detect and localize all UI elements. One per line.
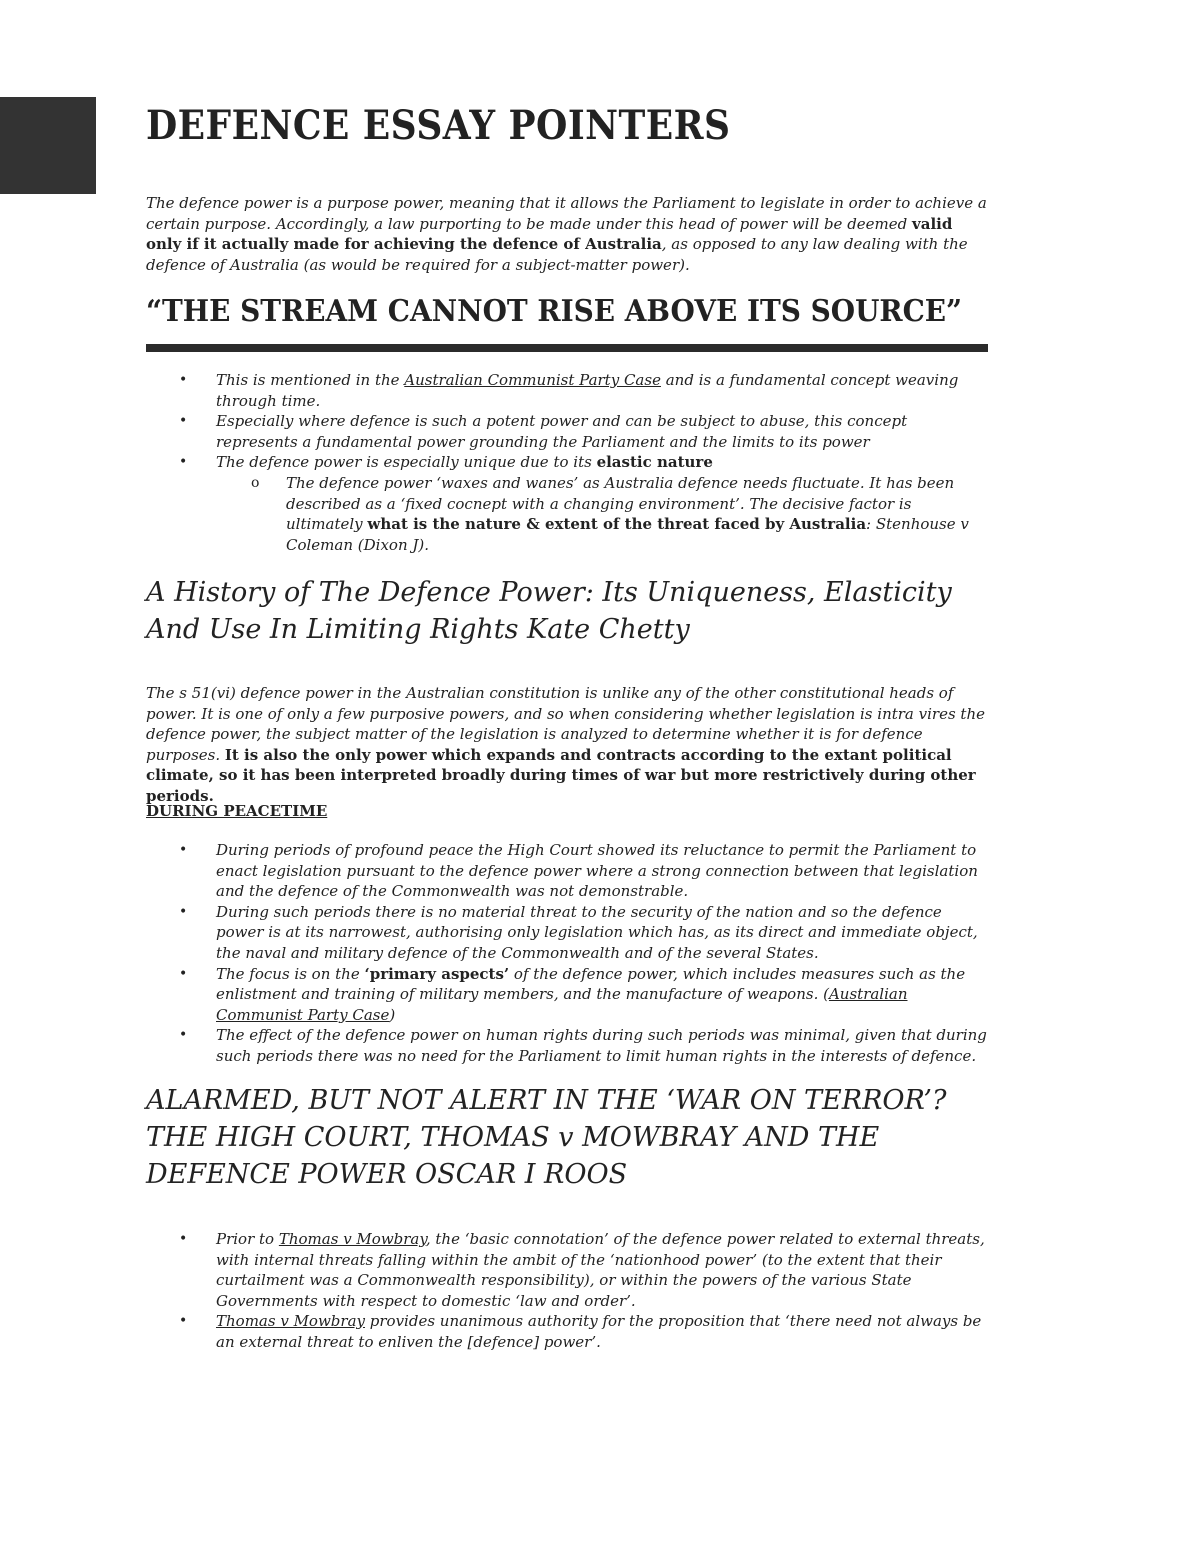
list-item — [146, 902, 988, 964]
list-item — [146, 411, 988, 452]
corner-decoration-block — [0, 97, 96, 194]
case-link: Australian Communist Party Case — [216, 985, 908, 1024]
intro-text: The defence power is a purpose power, meaning that it allows the Parliament to legislate in order to achieve a certain purpose. Accordingly, a law purporting to be made under this head of power will be deemed — [146, 194, 987, 233]
intro-paragraph — [146, 193, 988, 275]
bullet-icon: • — [179, 965, 188, 982]
bullet-icon: • — [179, 1313, 188, 1330]
list-bold: elastic nature — [596, 453, 713, 472]
list-item — [146, 1311, 988, 1352]
list-bold: what is the nature & extent of the threat faced by Australia — [367, 515, 867, 534]
list-item — [146, 840, 988, 902]
list-text: The effect of the defence power on human rights during such periods was minimal, given that during such periods there was no need for the Parliament to limit human rights in the interests of defence. — [216, 1026, 987, 1065]
paragraph-bold: It is also the only power which expands and contracts according to the extant political climate, so it has been interpreted broadly during times of war but more restrictively during other periods. — [146, 745, 976, 805]
peacetime-bullet-list — [146, 840, 988, 1067]
bullet-icon: • — [179, 842, 188, 858]
list-text: The defence power ‘waxes and wanes’ as Australia defence needs fluctuate. It has been described as a ‘fixed cocnept with a changing environment’. The decisive factor is ultimately — [286, 473, 955, 534]
list-text: of the defence power, which includes measures such as the enlistment and training of military members, and the manufacture of weapons. ( — [216, 964, 966, 1004]
body-paragraph — [146, 683, 988, 807]
list-text: The defence power is especially unique due to its — [216, 453, 597, 472]
history-heading: A History of The Defence Power: Its Uniqueness, Elasticity And Use In Limiting Rights Kate Chetty — [146, 577, 952, 645]
bullet-icon: • — [179, 454, 188, 471]
mowbray-bullet-list — [146, 1229, 988, 1353]
list-text: Prior to — [216, 1230, 279, 1248]
sub-list — [146, 473, 988, 555]
alarm-heading: ALARMED, BUT NOT ALERT IN THE ‘WAR ON TERROR’? THE HIGH COURT, THOMAS v MOWBRAY AND THE DEFENCE POWER OSCAR I ROOS — [146, 1085, 947, 1190]
list-item — [146, 370, 988, 411]
list-text: During periods of profound peace the High Court showed its reluctance to permit the Parliament to enact legislation pursuant to the defence power where a strong connection between that legislation and the defence of the Commonwealth was not demonstrable. — [216, 841, 978, 901]
list-text: , the ‘basic connotation’ of the defence power related to external threats, with internal threats falling within the ambit of the ‘nationhood power’ (to the extent that their curtailment was a Commonwealth responsibility), or within the powers of the various State Governments with respect to domestic ‘law and order’. — [216, 1230, 985, 1310]
list-text: The focus is on the — [216, 964, 365, 983]
case-link: Thomas v Mowbray — [278, 1230, 426, 1248]
list-text: provides unanimous authority for the proposition that ‘there need not always be an external threat to enliven the [defence] power’. — [216, 1312, 982, 1351]
list-item — [146, 1229, 988, 1311]
sub-list-item — [146, 473, 988, 555]
bullet-icon: • — [179, 413, 188, 430]
case-link: Thomas v Mowbray — [216, 1312, 365, 1331]
list-item — [146, 452, 988, 555]
list-text: This is mentioned in the — [216, 371, 405, 389]
list-item — [146, 1025, 988, 1066]
heading-rule — [146, 344, 988, 352]
bullet-icon: • — [179, 372, 188, 388]
list-item — [146, 964, 988, 1026]
stream-heading: “THE STREAM CANNOT RISE ABOVE ITS SOURCE” — [146, 294, 963, 329]
bullet-icon: • — [179, 1027, 188, 1044]
paragraph-text: The s 51(vi) defence power in the Australian constitution is unlike any of the other constitutional heads of power. It is one of only a few purposive powers, and so when considering whether legislation is intra vires the defence power, the subject matter of the legislation is analyzed to determine whether it is for defence purposes. — [146, 684, 985, 764]
case-link: Australian Communist Party Case — [404, 371, 661, 389]
bullet-icon: • — [179, 1231, 188, 1247]
list-text: Especially where defence is such a potent power and can be subject to abuse, this concept represents a fundamental power grounding the Parliament and the limits to its power — [216, 412, 908, 451]
stream-bullet-list — [146, 370, 988, 555]
intro-text-end: , as opposed to any law dealing with the defence of Australia (as would be required for a subject-matter power). — [146, 235, 968, 274]
intro-bold: valid only if it actually made for achieving the defence of Australia — [146, 214, 953, 254]
list-bold: ‘primary aspects’ — [364, 964, 510, 983]
peacetime-heading: DURING PEACETIME — [146, 802, 328, 820]
list-text: During such periods there is no material threat to the security of the nation and so the defence power is at its narrowest, authorising only legislation which has, as its direct and immediate object, the naval and military defence of the Commonwealth and of the several States. — [216, 902, 978, 962]
bullet-icon: • — [179, 903, 188, 920]
list-text: and is a fundamental concept weaving through time. — [216, 371, 959, 410]
list-text: : Stenhouse v Coleman (Dixon J). — [286, 515, 969, 554]
page-title: DEFENCE ESSAY POINTERS — [146, 102, 731, 149]
list-text: ) — [389, 1005, 396, 1024]
sub-bullet-icon: o — [251, 474, 260, 491]
